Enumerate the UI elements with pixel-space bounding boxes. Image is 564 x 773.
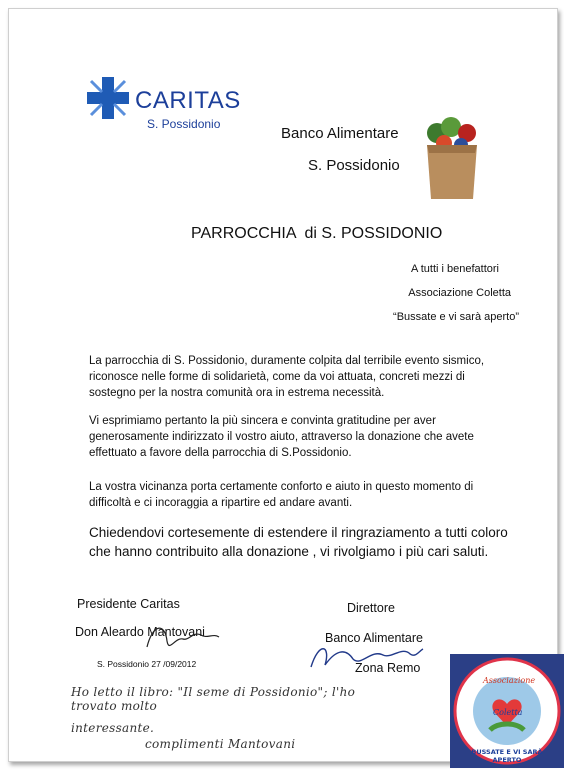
- handwritten-note-line-1: Ho letto il libro: "Il seme di Possidonio"; l'ho trovato molto: [71, 685, 356, 713]
- recipient-line-3: “Bussate e vi sarà aperto”: [393, 311, 519, 323]
- banco-line-2: S. Possidonio: [308, 157, 400, 174]
- director-signature-scribble: [305, 637, 425, 673]
- recipient-line-1: A tutti i benefattori: [410, 263, 499, 275]
- banco-line-1: Banco Alimentare: [281, 125, 399, 142]
- letter-page: [8, 8, 558, 762]
- caritas-logo-text: CARITAS: [135, 87, 241, 114]
- president-role: Presidente Caritas: [77, 597, 180, 611]
- stamp-top-text: Associazione: [483, 676, 536, 685]
- recipient-line-2: Associazione Coletta: [408, 287, 511, 299]
- director-name: Zona Remo: [355, 661, 421, 675]
- body-paragraph-1: La parrocchia di S. Possidonio, duramente colpita dal terribile evento sismico, riconosce nelle forme di solidarietà, come da voi attuata, concreti mezzi di sostegno per la nostra comunità ora in estrema necessità.: [89, 355, 485, 399]
- association-stamp: [450, 654, 564, 768]
- president-name: Don Aleardo Mantovani: [75, 625, 205, 639]
- stamp-center-text: Coletta: [493, 708, 523, 717]
- director-org: Banco Alimentare: [325, 631, 423, 645]
- handwritten-note-line-3: complimenti Mantovani: [145, 737, 296, 751]
- closing-paragraph: Chiedendovi cortesemente di estendere il ringraziamento a tutti coloro che hanno contribuito alla donazione , vi rivolgiamo i più cari saluti.: [89, 525, 508, 559]
- page-title: PARROCCHIA di S. POSSIDONIO: [191, 225, 443, 242]
- caritas-cross-icon: [83, 73, 133, 123]
- grocery-bag-image: [417, 111, 487, 203]
- caritas-logo-subtitle: S. Possidonio: [147, 117, 221, 131]
- body-paragraph-3: La vostra vicinanza porta certamente conforto e aiuto in questo momento di difficoltà e ci incoraggia a ripartire ed andare avanti.: [89, 481, 474, 509]
- handwritten-note-line-2: interessante.: [71, 721, 155, 735]
- body-paragraph-2: Vi esprimiamo pertanto la più sincera e convinta gratitudine per aver generosamente indirizzato il vostro aiuto, attraverso la donazione che avete effettuato a favore della parrocchia di S.Possidonio.: [89, 415, 474, 459]
- director-role: Direttore: [347, 601, 395, 615]
- signature-date: S. Possidonio 27 /09/2012: [97, 659, 197, 669]
- president-signature-scribble: [143, 617, 223, 657]
- stamp-ring-text: BUSSATE E VI SARÀ APERTO: [471, 748, 543, 764]
